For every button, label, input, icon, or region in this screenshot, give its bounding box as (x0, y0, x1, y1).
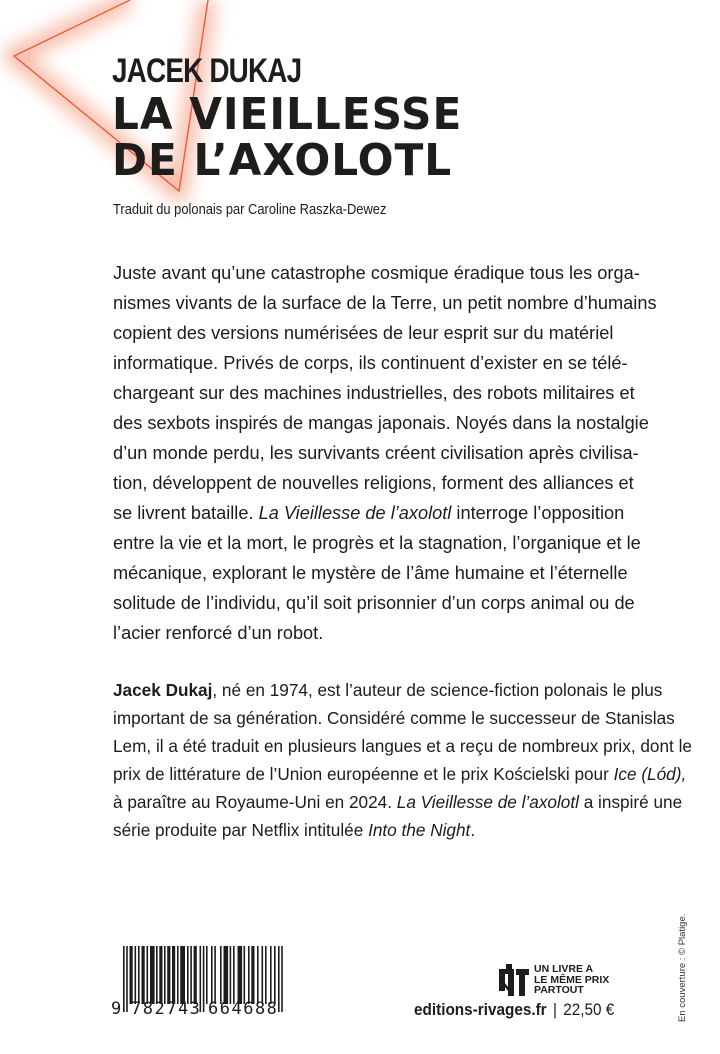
synopsis-line (113, 498, 625, 528)
separator: | (552, 1000, 557, 1019)
bio-text: prix de littérature de l’Union européenne et le prix Kościelski pour (113, 764, 614, 784)
bio-text: , né en 1974, est l’auteur de science-fiction polonais le plus (212, 680, 663, 700)
title-line-1: LA VIEILLESSE (112, 89, 463, 140)
bio-line: important de sa génération. Considéré comme le successeur de Stanislas (113, 708, 675, 728)
promo-line: LE MÊME PRIX (534, 973, 610, 986)
synopsis-line: Juste avant qu’une catastrophe cosmique éradique tous les orga- (113, 263, 640, 283)
bio-line (113, 676, 663, 704)
book-title-italic: La Vieillesse de l’axolotl (258, 503, 452, 523)
promo-line: UN LIVRE A (534, 963, 594, 975)
synopsis-paragraph (113, 258, 657, 648)
promo-line: PARTOUT (534, 984, 584, 996)
synopsis-line: informatique. Privés de corps, ils continuent d’exister en se télé- (113, 353, 628, 373)
publisher-footer (414, 1000, 614, 1020)
synopsis-text: se livrent bataille. (113, 503, 259, 523)
title-line-2: DE L’AXOLOTL (112, 135, 453, 186)
bio-line (113, 788, 683, 816)
bio-text: a inspiré une (578, 792, 683, 812)
synopsis-line: chargeant sur des machines industrielles, des robots militaires et (113, 383, 635, 403)
synopsis-line: copient des versions numérisées de leur esprit sur du matériel (113, 323, 614, 343)
series-title-italic: Into the Night (368, 820, 471, 840)
translator-credit: Traduit du polonais par Caroline Raszka-Dewez (113, 201, 387, 218)
cover-image-credit: En couverture : © Platige. (677, 913, 688, 1022)
synopsis-text: interroge l’opposition (451, 503, 625, 523)
book-title-italic: Ice (Lód), (613, 764, 687, 784)
author-name: JACEK DUKAJ (112, 52, 302, 90)
isbn-right-group: 664688 (208, 999, 279, 1019)
bio-line (113, 760, 687, 788)
book-title (112, 89, 463, 186)
isbn-first-digit: 9 (111, 999, 122, 1019)
synopsis-line: tion, développent de nouvelles religions, forment des alliances et (113, 473, 634, 493)
isbn-left-group: 782743 (131, 999, 202, 1019)
synopsis-line: d’un monde perdu, les survivants créent civilisation après civilisa- (113, 443, 639, 463)
author-bio-paragraph (113, 676, 692, 844)
same-price-everywhere-label (534, 964, 609, 996)
synopsis-line: des sexbots inspirés de mangas japonais. Noyés dans la nostalgie (113, 413, 649, 433)
rivages-logo-icon (498, 963, 530, 997)
bio-line (113, 816, 607, 844)
synopsis-line: solitude de l’individu, qu’il soit prisonnier d’un corps animal ou de (113, 593, 635, 613)
price: 22,50 € (563, 1000, 615, 1019)
bio-text: série produite par Netflix intitulée (113, 820, 369, 840)
synopsis-line: nismes vivants de la surface de la Terre, un petit nombre d’humains (113, 293, 657, 313)
author-name-bold: Jacek Dukaj (113, 680, 213, 700)
bio-text: à paraître au Royaume-Uni en 2024. (113, 792, 397, 812)
synopsis-line: mécanique, explorant le mystère de l’âme humaine et l’éternelle (113, 563, 628, 583)
book-title-italic: La Vieillesse de l’axolotl (396, 792, 579, 812)
synopsis-line: entre la vie et la mort, le progrès et la stagnation, l’organique et le (113, 533, 641, 553)
bio-text: . (470, 820, 476, 840)
bio-line: Lem, il a été traduit en plusieurs langues et a reçu de nombreux prix, dont le (113, 736, 692, 756)
synopsis-line: l’acier renforcé d’un robot. (113, 623, 324, 643)
publisher-website: editions-rivages.fr (414, 1000, 547, 1019)
